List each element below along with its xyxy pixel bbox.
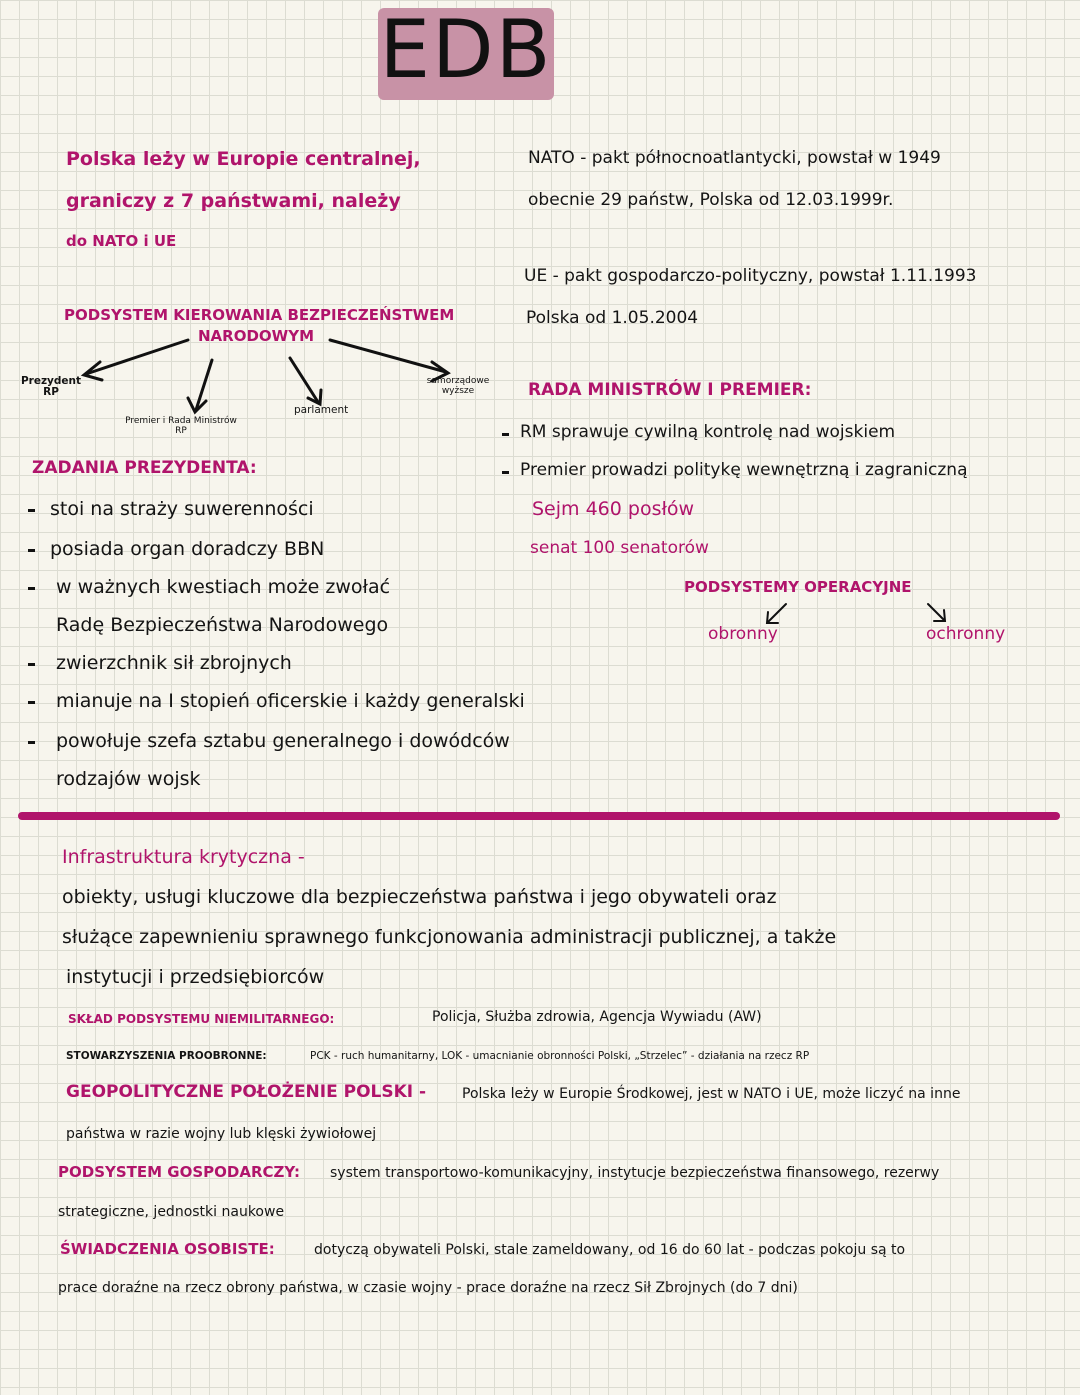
president-task-item: Radę Bezpieczeństwa Narodowego [56, 614, 389, 636]
subsystem-heading-1: PODSYSTEM KIEROWANIA BEZPIECZEŃSTWEM [64, 306, 455, 324]
president-task-item: powołuje szefa sztabu generalnego i dowódców [56, 730, 510, 752]
operational-heading: PODSYSTEMY OPERACYJNE [684, 578, 912, 596]
personal-text-2: prace doraźne na rzecz obrony państwa, w czasie wojny - prace doraźne na rzecz Sił Zbrojnych (do 7 dni) [58, 1280, 798, 1296]
nato-line-1: NATO - pakt północnoatlantycki, powstał w 1949 [528, 148, 941, 168]
ue-line-1: UE - pakt gospodarczo-polityczny, powstał 1.11.1993 [524, 266, 977, 286]
nonmil-label: SKŁAD PODSYSTEMU NIEMILITARNEGO: [68, 1012, 335, 1026]
econ-label: PODSYSTEM GOSPODARCZY: [58, 1163, 300, 1181]
council-item-1: RM sprawuje cywilną kontrolę nad wojskiem [520, 422, 896, 442]
branch-president: Prezydent RP [20, 375, 82, 398]
personal-label: ŚWIADCZENIA OSOBISTE: [60, 1240, 275, 1258]
arrow-to-obronny [768, 604, 786, 622]
president-task-item: rodzajów wojsk [56, 768, 201, 790]
poland-line-2: graniczy z 7 państwami, należy [66, 190, 401, 212]
econ-text-1: system transportowo-komunikacyjny, instytucje bezpieczeństwa finansowego, rezerwy [330, 1165, 940, 1181]
personal-text-1: dotyczą obywateli Polski, stale zameldowany, od 16 do 60 lat - podczas pokoju są to [314, 1242, 906, 1258]
bullet-dash [28, 549, 35, 552]
nato-line-2: obecnie 29 państw, Polska od 12.03.1999r. [528, 190, 894, 210]
president-task-item: w ważnych kwestiach może zwołać [56, 576, 391, 598]
president-task-item: zwierzchnik sił zbrojnych [56, 652, 292, 674]
president-task-item: stoi na straży suwerenności [50, 498, 314, 520]
arrow-to-president [86, 340, 188, 374]
geo-text-2: państwa w razie wojny lub klęski żywiołowej [66, 1126, 377, 1142]
bullet-dash [28, 663, 35, 666]
branch-local: samorządowe wyższe [426, 376, 490, 396]
poland-line-1: Polska leży w Europie centralnej, [66, 148, 421, 170]
bullet-dash [28, 587, 35, 590]
nonmil-text: Policja, Służba zdrowia, Agencja Wywiadu (AW) [432, 1009, 762, 1025]
geo-text-1: Polska leży w Europie Środkowej, jest w NATO i UE, może liczyć na inne [462, 1086, 961, 1102]
arrow-to-ochronny [928, 604, 944, 620]
operational-left: obronny [708, 624, 778, 644]
page-title: EDB [379, 3, 553, 96]
subsystem-heading-2: NARODOWYM [198, 327, 315, 345]
sejm-note: Sejm 460 posłów [532, 498, 695, 520]
assoc-text: PCK - ruch humanitarny, LOK - umacnianie obronności Polski, „Strzelec” - działania na rzecz RP [310, 1050, 810, 1062]
bullet-dash [28, 741, 35, 744]
infra-line-3: służące zapewnieniu sprawnego funkcjonowania administracji publicznej, a także [62, 926, 837, 948]
bullet-dash [502, 471, 509, 474]
geo-label: GEOPOLITYCZNE POŁOŻENIE POLSKI - [66, 1082, 427, 1102]
bullet-dash [28, 701, 35, 704]
council-item-2: Premier prowadzi politykę wewnętrzną i zagraniczną [520, 460, 968, 480]
poland-line-3: do NATO i UE [66, 232, 177, 250]
bullet-dash [502, 433, 509, 436]
infra-line-2: obiekty, usługi kluczowe dla bezpieczeństwa państwa i jego obywateli oraz [62, 886, 777, 908]
president-tasks-heading: ZADANIA PREZYDENTA: [32, 458, 257, 478]
ue-line-2: Polska od 1.05.2004 [526, 308, 699, 328]
branch-parliament: parlament [294, 404, 349, 416]
senat-note: senat 100 senatorów [530, 538, 709, 558]
president-task-item: mianuje na I stopień oficerskie i każdy generalski [56, 690, 525, 712]
assoc-label: STOWARZYSZENIA PROOBRONNE: [66, 1050, 267, 1062]
section-divider [18, 812, 1060, 820]
council-heading: RADA MINISTRÓW I PREMIER: [528, 380, 812, 400]
branch-premier: Premier i Rada Ministrów RP [125, 416, 237, 436]
operational-right: ochronny [926, 624, 1006, 644]
arrow-to-local [330, 340, 446, 372]
arrow-to-parliament [290, 358, 318, 402]
president-task-item: posiada organ doradczy BBN [50, 538, 325, 560]
bullet-dash [28, 509, 35, 512]
econ-text-2: strategiczne, jednostki naukowe [58, 1204, 285, 1220]
infra-line-4: instytucji i przedsiębiorców [66, 966, 325, 988]
infra-term: Infrastruktura krytyczna - [62, 846, 305, 868]
